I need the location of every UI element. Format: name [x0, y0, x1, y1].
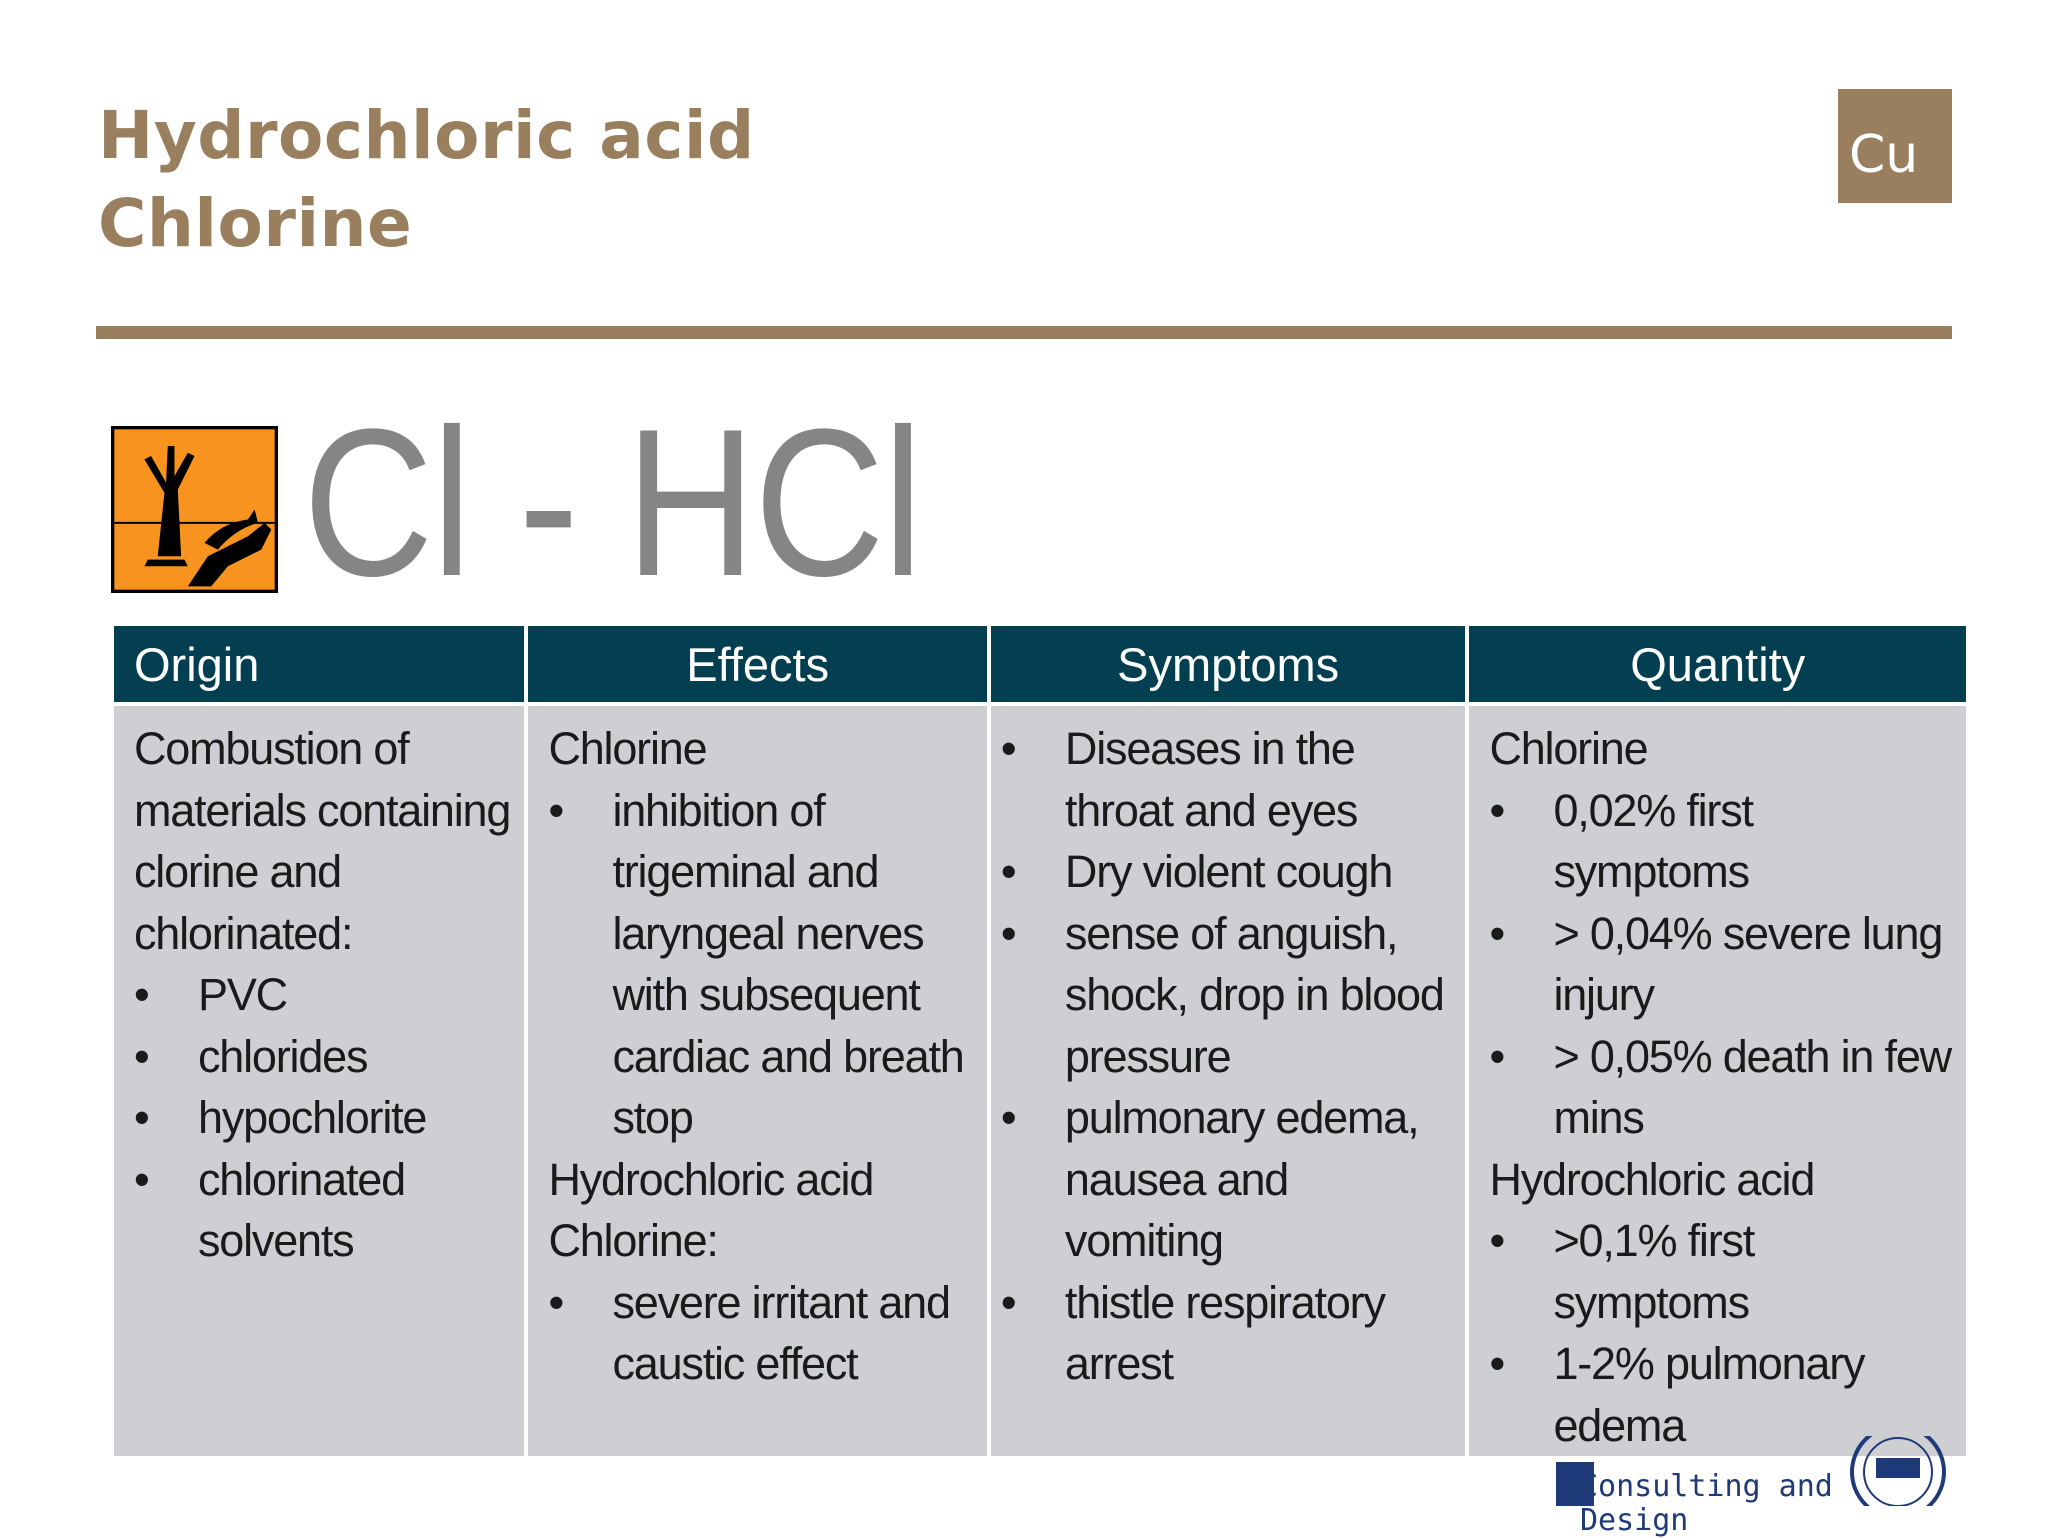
quantity-cell — [1469, 706, 1966, 1456]
origin-list — [134, 964, 512, 1272]
logo-line-2: Design — [1580, 1503, 1689, 1538]
logo-line-1: Consulting and — [1580, 1469, 1833, 1504]
list-item: • PVC — [134, 964, 512, 1026]
list-item: • 1-2% pulmonary edema — [1489, 1333, 1954, 1456]
quantity-group-title: Hydrochloric acid — [1489, 1153, 1815, 1205]
effects-list — [548, 1272, 974, 1395]
list-item: • >0,1% first symptoms — [1489, 1210, 1954, 1333]
column-header-effects: Effects — [528, 626, 986, 702]
list-item: • > 0,04% severe lung injury — [1489, 903, 1954, 1026]
symptoms-list — [1001, 718, 1454, 1395]
column-header-origin: Origin — [114, 626, 524, 702]
effects-list — [548, 780, 974, 1149]
list-item: • inhibition of trigeminal and laryngeal nerves with subsequent cardiac and breath stop — [548, 780, 974, 1149]
consulting-logo — [1580, 1470, 1833, 1538]
list-item: • pulmonary edema, nausea and vomiting — [1001, 1087, 1454, 1272]
cu-badge: Cu — [1838, 89, 1952, 203]
list-item: • severe irritant and caustic effect — [548, 1272, 974, 1395]
hazard-table — [110, 622, 1970, 1460]
effects-group-title: Hydrochloric acid Chlorine: — [548, 1153, 874, 1266]
effects-cell — [528, 706, 986, 1456]
list-item: • chlorinated solvents — [134, 1149, 512, 1272]
chemical-formula: Cl - HCl — [303, 385, 922, 620]
environment-hazard-icon — [111, 426, 278, 593]
table-row — [114, 706, 1966, 1456]
quantity-list — [1489, 780, 1954, 1149]
header-divider — [96, 326, 1952, 339]
list-item: • sense of anguish, shock, drop in blood pressure — [1001, 903, 1454, 1088]
list-item: • thistle respiratory arrest — [1001, 1272, 1454, 1395]
list-item: • > 0,05% death in few mins — [1489, 1026, 1954, 1149]
column-header-quantity: Quantity — [1469, 626, 1966, 702]
title-line-1: Hydrochloric acid — [98, 97, 755, 174]
symptoms-cell — [991, 706, 1466, 1456]
university-seal-icon — [1846, 1436, 1950, 1506]
list-item: • 0,02% first symptoms — [1489, 780, 1954, 903]
list-item: • chlorides — [134, 1026, 512, 1088]
quantity-group-title: Chlorine — [1489, 723, 1648, 774]
origin-cell — [114, 706, 524, 1456]
slide-title — [98, 92, 755, 268]
list-item: • Diseases in the throat and eyes — [1001, 718, 1454, 841]
table-header-row — [114, 626, 1966, 702]
quantity-list — [1489, 1210, 1954, 1456]
origin-intro: Combustion of materials containing clorine and chlorinated: — [134, 723, 511, 959]
list-item: • hypochlorite — [134, 1087, 512, 1149]
list-item: • Dry violent cough — [1001, 841, 1454, 903]
column-header-symptoms: Symptoms — [991, 626, 1466, 702]
effects-group-title: Chlorine — [548, 723, 707, 774]
title-line-2: Chlorine — [98, 185, 413, 262]
